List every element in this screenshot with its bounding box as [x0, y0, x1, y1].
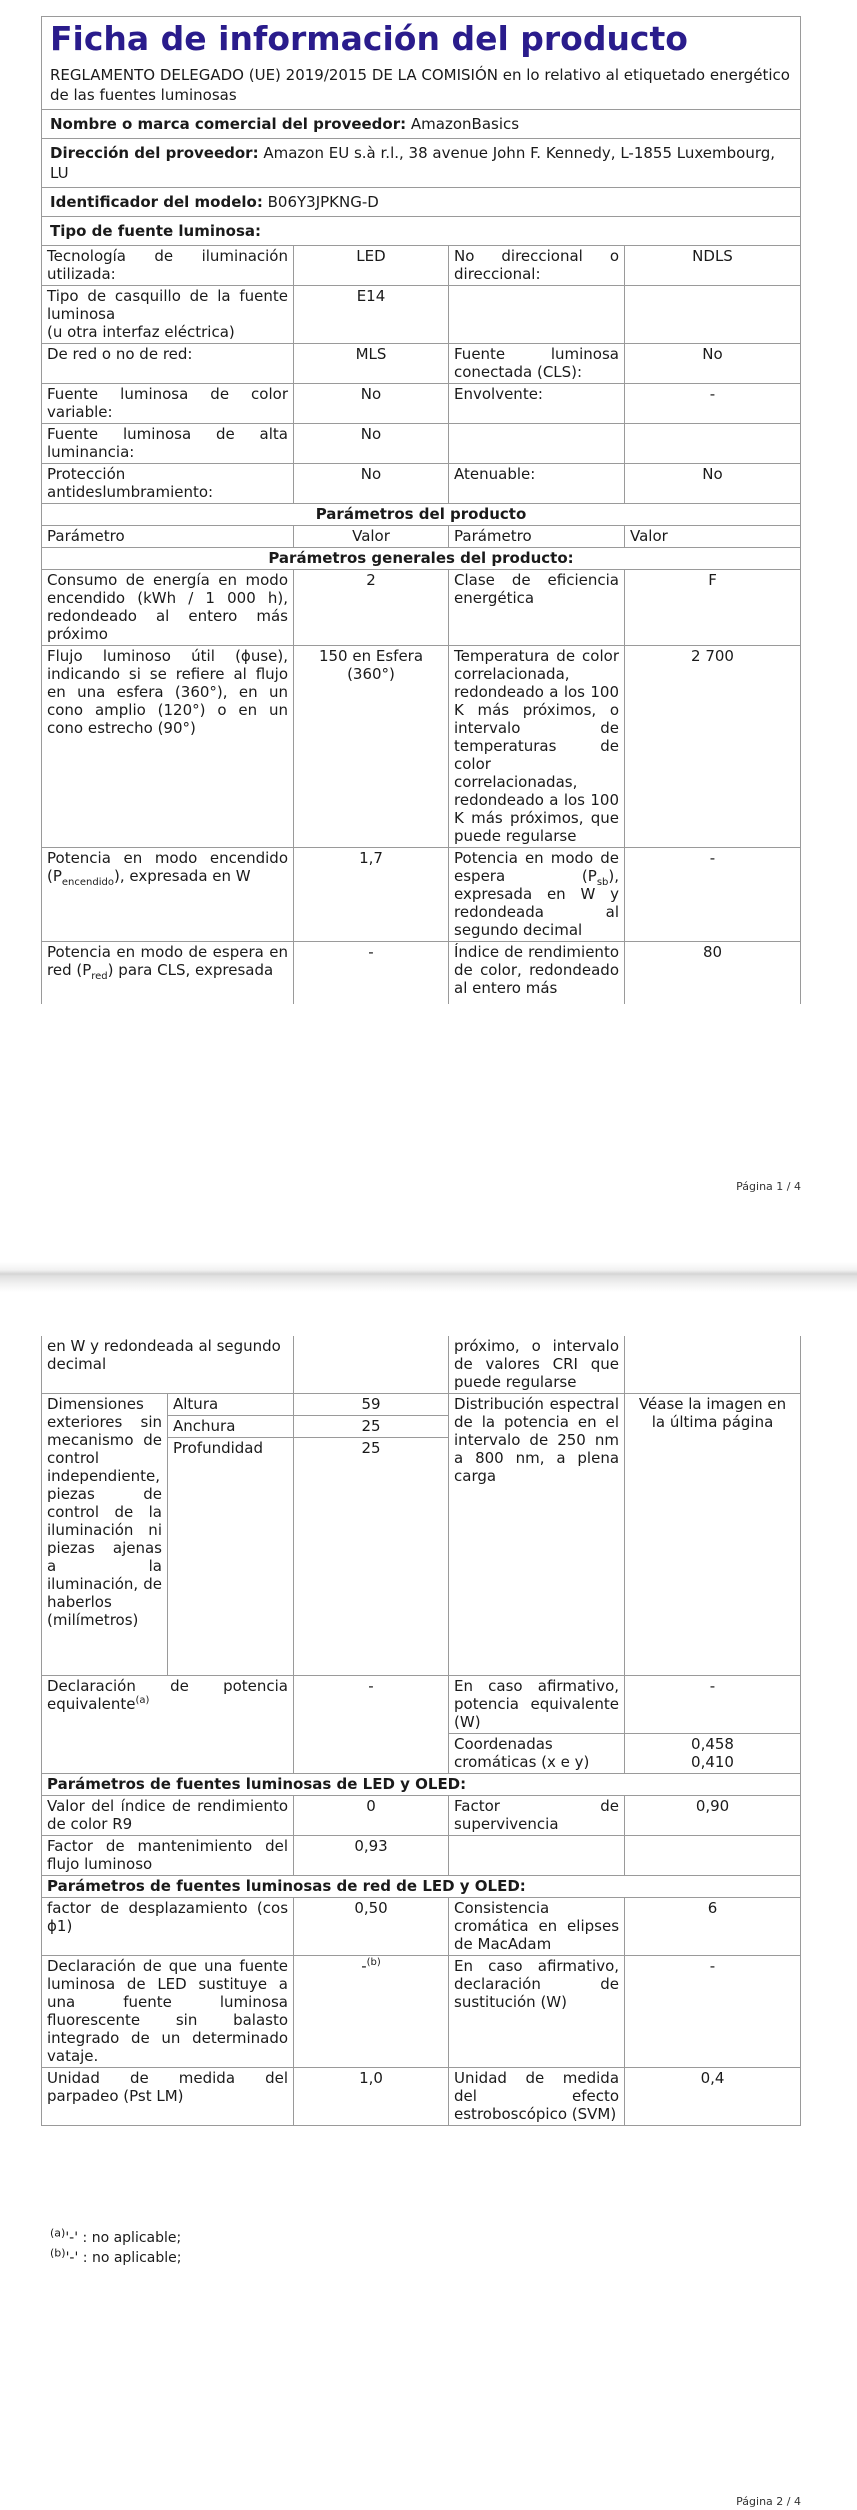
model-label: Identificador del modelo: [50, 193, 263, 211]
param-cell [449, 848, 625, 942]
model-row [42, 188, 801, 217]
value-cell: No [625, 344, 801, 384]
param-cell: Fuente luminosa conectada (CLS): [449, 344, 625, 384]
param-cell: Unidad de medida del efecto estroboscópico (SVM) [449, 2068, 625, 2126]
param-cell: No direccional o direccional: [449, 246, 625, 286]
value-cell [294, 1336, 449, 1394]
value-cell [625, 424, 801, 464]
value-cell: E14 [294, 286, 449, 344]
param-text: Potencia en modo de espera en red (P [47, 943, 288, 979]
source-row [42, 344, 801, 384]
value-cell: LED [294, 246, 449, 286]
value-cell: 2 [294, 570, 449, 646]
superscript: (b) [366, 1957, 381, 1968]
superscript: (a) [135, 1695, 150, 1706]
source-row [42, 464, 801, 504]
param-text: ) para CLS, expresada [107, 961, 274, 979]
general-row [42, 942, 801, 1004]
param-cell: Fuente luminosa de alta luminancia: [42, 424, 294, 464]
footnote-text: '-' : no aplicable; [65, 2250, 182, 2266]
led-params-header: Parámetros de fuentes luminosas de LED y OLED: [42, 1774, 801, 1796]
param-cell: En caso afirmativo, potencia equivalente (W) [449, 1676, 625, 1734]
column-header: Parámetro [42, 526, 294, 548]
param-cell: Factor de mantenimiento del flujo luminoso [42, 1836, 294, 1876]
address-value: Amazon EU s.à r.l., 38 avenue John F. Kennedy, L-1855 Luxembourg, LU [50, 144, 776, 182]
dimension-value: 59 [294, 1394, 449, 1416]
dimension-name: Anchura [168, 1416, 294, 1438]
param-text: ), expresada en W y redondeada al segundo decimal [454, 867, 619, 939]
value-cell: 6 [625, 1898, 801, 1956]
mains-row [42, 1898, 801, 1956]
dimensions-label: Dimensiones exteriores sin mecanismo de control independiente, piezas de control de la iluminación ni piezas ajenas a la iluminación, de haberlos (milímetros) [42, 1394, 168, 1676]
value-cell [294, 1956, 449, 2068]
param-cell: Temperatura de color correlacionada, redondeado a los 100 K más próximos, o intervalo de temperaturas de color correlacionadas, redondeado a los 100 K más próximos, que puede regularse [449, 646, 625, 848]
page-title: Ficha de información del producto [42, 17, 801, 64]
value-cell: - [625, 1676, 801, 1734]
footnote-text: '-' : no aplicable; [65, 2230, 182, 2246]
param-cell: Protección antideslumbramiento: [42, 464, 294, 504]
value-cell: NDLS [625, 246, 801, 286]
param-cell: próximo, o intervalo de valores CRI que puede regularse [449, 1336, 625, 1394]
subscript: red [91, 971, 108, 982]
footnote-marker: (b) [50, 2246, 66, 2260]
product-info-table [41, 16, 801, 1004]
dimension-name: Altura [168, 1394, 294, 1416]
page-2 [0, 1292, 857, 2510]
value-cell: - [294, 942, 449, 1004]
regulation-text: REGLAMENTO DELEGADO (UE) 2019/2015 DE LA COMISIÓN en lo relativo al etiquetado energético de las fuentes luminosas [42, 63, 801, 110]
mains-row [42, 2068, 801, 2126]
param-cell [42, 1676, 294, 1774]
value-cell: No [625, 464, 801, 504]
param-cell: Índice de rendimiento de color, redondeado al entero más [449, 942, 625, 1004]
param-cell: Fuente luminosa de color variable: [42, 384, 294, 424]
param-cell [42, 848, 294, 942]
mains-row [42, 1956, 801, 2068]
param-cell: Flujo luminoso útil (ϕuse), indicando si se refiere al flujo en una esfera (360°), en un cono amplio (120°) o en un cono estrecho (90°) [42, 646, 294, 848]
footnote-marker: (a) [50, 2226, 66, 2240]
general-row-continued [42, 1336, 801, 1394]
param-cell [449, 1836, 625, 1876]
param-text: Tipo de casquillo de la fuente luminosa [47, 287, 288, 323]
value-cell: 1,7 [294, 848, 449, 942]
product-info-table-continued [41, 1336, 801, 2126]
general-row [42, 570, 801, 646]
param-cell: Coordenadas cromáticas (x e y) [449, 1734, 625, 1774]
chroma-x: 0,458 [691, 1735, 734, 1753]
address-label: Dirección del proveedor: [50, 144, 259, 162]
param-cell: Atenuable: [449, 464, 625, 504]
source-type-header: Tipo de fuente luminosa: [42, 217, 801, 246]
param-text: Declaración de potencia equivalente [47, 1677, 289, 1713]
value-cell: 1,0 [294, 2068, 449, 2126]
param-text: Potencia en modo de espera (P [454, 849, 619, 885]
param-cell: en W y redondeada al segundo decimal [42, 1336, 294, 1394]
param-cell: Unidad de medida del parpadeo (Pst LM) [42, 2068, 294, 2126]
dimensions-row [42, 1394, 801, 1416]
footnote-a [50, 2228, 181, 2248]
source-row [42, 246, 801, 286]
equiv-row [42, 1676, 801, 1734]
value-cell: No [294, 424, 449, 464]
value-cell: - [625, 384, 801, 424]
column-header-row [42, 526, 801, 548]
address-row [42, 139, 801, 188]
column-header: Parámetro [449, 526, 625, 548]
footnote-b [50, 2248, 181, 2268]
value-cell: F [625, 570, 801, 646]
general-row [42, 646, 801, 848]
column-header: Valor [625, 526, 801, 548]
column-header: Valor [294, 526, 449, 548]
value-cell [625, 1336, 801, 1394]
param-note: (u otra interfaz eléctrica) [47, 323, 235, 341]
param-cell: Consumo de energía en modo encendido (kWh / 1 000 h), redondeado al entero más próximo [42, 570, 294, 646]
value-cell [625, 1836, 801, 1876]
param-cell [449, 286, 625, 344]
param-cell: Envolvente: [449, 384, 625, 424]
source-row [42, 384, 801, 424]
mains-params-header: Parámetros de fuentes luminosas de red de LED y OLED: [42, 1876, 801, 1898]
value-cell: 0,93 [294, 1836, 449, 1876]
product-params-header: Parámetros del producto [42, 504, 801, 526]
param-cell: Declaración de que una fuente luminosa de LED sustituye a una fuente luminosa fluorescente sin balasto integrado de un determinado vataje. [42, 1956, 294, 2068]
dimension-name: Profundidad [168, 1438, 294, 1676]
value-cell: 80 [625, 942, 801, 1004]
value-cell: 0 [294, 1796, 449, 1836]
value-cell: 2 700 [625, 646, 801, 848]
chroma-y: 0,410 [691, 1753, 734, 1771]
led-row [42, 1836, 801, 1876]
supplier-value: AmazonBasics [410, 115, 520, 133]
value-cell: No [294, 384, 449, 424]
param-cell: Valor del índice de rendimiento de color R9 [42, 1796, 294, 1836]
dimension-value: 25 [294, 1416, 449, 1438]
param-cell: factor de desplazamiento (cos ϕ1) [42, 1898, 294, 1956]
param-cell: Tecnología de iluminación utilizada: [42, 246, 294, 286]
param-cell [42, 942, 294, 1004]
value-cell [625, 1734, 801, 1774]
model-value: B06Y3JPKNG-D [267, 193, 379, 211]
value-text: - [361, 1957, 367, 1975]
page-number: Página 1 / 4 [736, 1180, 801, 1193]
led-row [42, 1796, 801, 1836]
value-cell: - [294, 1676, 449, 1774]
value-cell: - [625, 848, 801, 942]
param-text: Potencia en modo encendido (P [47, 849, 288, 885]
general-row [42, 848, 801, 942]
page-number: Página 2 / 4 [736, 2495, 801, 2508]
supplier-label: Nombre o marca comercial del proveedor: [50, 115, 407, 133]
dimension-value: 25 [294, 1438, 449, 1676]
value-cell: - [625, 1956, 801, 2068]
param-text: ), expresada en W [113, 867, 251, 885]
value-cell: 0,90 [625, 1796, 801, 1836]
param-cell: En caso afirmativo, declaración de sustitución (W) [449, 1956, 625, 2068]
value-cell: 150 en Esfera (360°) [294, 646, 449, 848]
subscript: encendido [61, 877, 114, 888]
value-cell: No [294, 464, 449, 504]
param-cell: Clase de eficiencia energética [449, 570, 625, 646]
supplier-row [42, 110, 801, 139]
value-cell: 0,4 [625, 2068, 801, 2126]
general-params-header: Parámetros generales del producto: [42, 548, 801, 570]
page-separator [0, 1262, 857, 1292]
param-cell [42, 286, 294, 344]
source-row [42, 424, 801, 464]
subscript: sb [596, 877, 609, 888]
value-cell: 0,50 [294, 1898, 449, 1956]
param-cell: Distribución espectral de la potencia en el intervalo de 250 nm a 800 nm, a plena carga [449, 1394, 625, 1676]
param-cell: Consistencia cromática en elipses de MacAdam [449, 1898, 625, 1956]
value-cell: Véase la imagen en la última página [625, 1394, 801, 1676]
param-cell [449, 424, 625, 464]
value-cell [625, 286, 801, 344]
source-row [42, 286, 801, 344]
value-cell: MLS [294, 344, 449, 384]
param-cell: De red o no de red: [42, 344, 294, 384]
param-cell: Factor de supervivencia [449, 1796, 625, 1836]
